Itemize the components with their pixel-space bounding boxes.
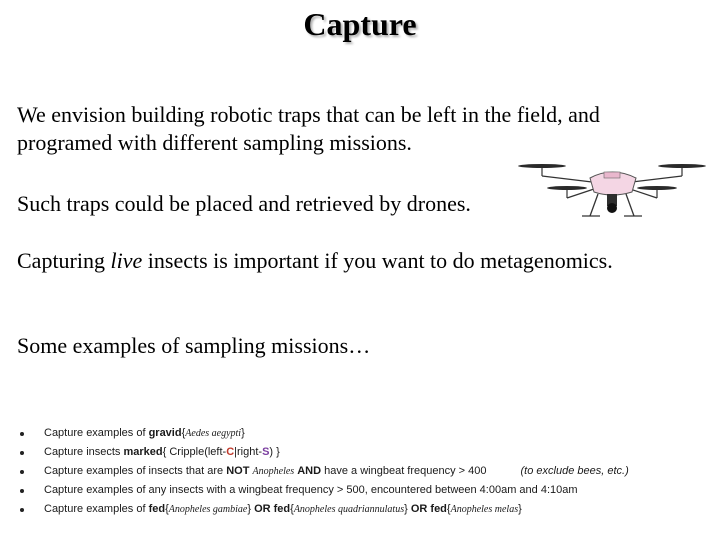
slide-title: Capture <box>303 6 417 42</box>
intro-paragraph: We envision building robotic traps that can be left in the field, and programed with different sampling missions. <box>17 102 600 155</box>
mission-text-segment: Anopheles melas <box>450 504 519 515</box>
mission-text-segment: Capture examples of <box>44 427 149 439</box>
mission-text-segment: (to exclude bees, etc.) <box>520 465 629 477</box>
mission-item <box>18 500 718 519</box>
mission-text-segment: AND <box>297 465 322 477</box>
mission-text-segment: Anopheles <box>252 466 295 477</box>
mission-text-segment: { <box>165 503 169 515</box>
mission-item <box>18 443 718 462</box>
mission-text-segment: have a wingbeat frequency > 400 <box>321 465 487 477</box>
mission-text-segment: Capture examples of insects that are <box>44 465 227 477</box>
mission-text-segment: { <box>181 427 186 439</box>
mission-text-segment: Capture examples of <box>44 503 149 515</box>
live-insects-paragraph <box>17 247 613 275</box>
missions-list <box>18 424 718 519</box>
mission-text-segment: } <box>404 503 411 515</box>
mission-text-segment: } <box>518 503 522 515</box>
mission-text-segment: } <box>241 427 245 439</box>
mission-text-segment: fed <box>273 503 291 515</box>
mission-text-segment: { Cripple(left- <box>162 446 227 458</box>
drone-image <box>512 148 712 228</box>
mission-text-segment: ) } <box>269 446 280 458</box>
mission-text-segment: OR <box>254 503 271 515</box>
mission-text-segment: Anopheles quadriannulatus <box>293 504 405 515</box>
mission-text-segment: Capture insects <box>44 446 124 458</box>
live-para-before: Capturing <box>17 248 111 273</box>
mission-text-segment: marked <box>123 446 163 458</box>
live-emphasis: live <box>110 248 143 273</box>
mission-item <box>18 424 718 443</box>
mission-text-segment: } <box>247 503 255 515</box>
mission-text-segment: fed <box>148 503 166 515</box>
mission-text-segment: { <box>446 503 451 515</box>
mission-text-segment: NOT <box>226 465 250 477</box>
mission-text-segment: { <box>290 503 294 515</box>
mission-text-segment: S <box>262 446 270 458</box>
mission-text-segment: gravid <box>148 427 182 439</box>
mission-text-segment: Aedes aegypti <box>185 428 242 439</box>
mission-text-segment: fed <box>430 503 447 515</box>
live-para-after: insects is important if you want to do metagenomics. <box>142 248 613 273</box>
mission-text-segment: OR <box>410 503 428 515</box>
mission-item <box>18 481 718 500</box>
mission-text-segment: Anopheles gambiae <box>168 504 248 515</box>
drones-paragraph: Such traps could be placed and retrieved by drones. <box>17 191 471 216</box>
mission-text-segment: Capture examples of any insects with a wingbeat frequency > 500, encountered between 4:00am and 4:10am <box>44 484 578 496</box>
mission-text-segment: C <box>226 446 235 458</box>
mission-text-segment: |right- <box>234 446 263 458</box>
examples-heading: Some examples of sampling missions… <box>17 333 371 358</box>
mission-item <box>18 462 718 481</box>
